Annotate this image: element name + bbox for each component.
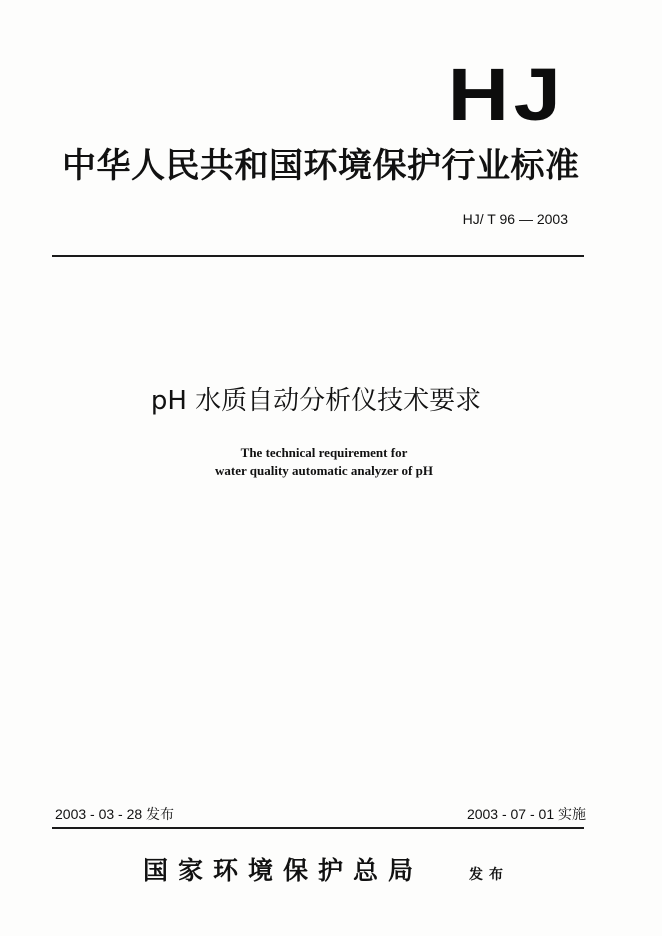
effective-date: 2003 - 07 - 01 实施 bbox=[466, 806, 586, 822]
bottom-divider bbox=[52, 827, 584, 829]
document-title-en-line2: water quality automatic analyzer of pH bbox=[215, 463, 433, 478]
publisher-name: 国家环境保护总局 bbox=[143, 856, 424, 885]
hj-logo: HJ bbox=[447, 53, 566, 136]
document-title-en-line1: The technical requirement for bbox=[240, 445, 408, 460]
standard-code: HJ/ T 96 — 2003 bbox=[462, 211, 568, 227]
publish-label: 发布 bbox=[469, 867, 509, 883]
issue-date: 2003 - 03 - 28 发布 bbox=[55, 806, 175, 822]
document-title-cn: pH 水质自动分析仪技术要求 bbox=[150, 386, 482, 416]
top-divider bbox=[52, 255, 584, 257]
standard-category-title: 中华人民共和国环境保护行业标准 bbox=[62, 146, 580, 186]
